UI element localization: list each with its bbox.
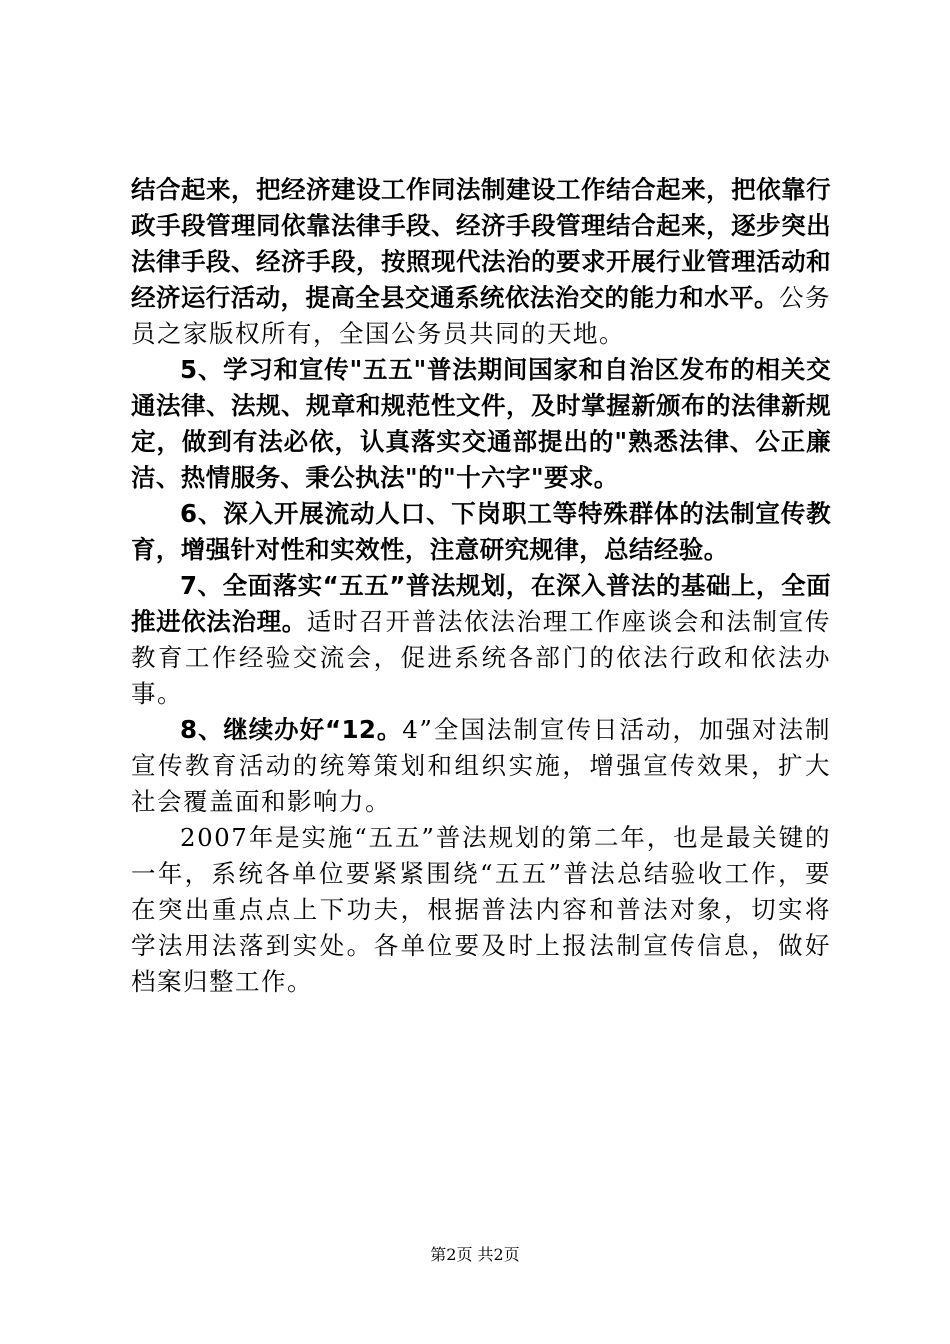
paragraph-1-regular-text: 公务员之家版权所有，全国公务员共同的天地。 bbox=[131, 283, 831, 348]
paragraph-4 bbox=[131, 568, 831, 712]
paragraph-4-bold-text: 7、全面落实“五五”普法规划，在深入普法的基础上，全面推进依法治理。 bbox=[131, 571, 831, 636]
paragraph-2-bold-text: 5、学习和宣传"五五"普法期间国家和自治区发布的相关交通法律、法规、规章和规范性文件，及时掌握新颁布的法律新规定，做到有法必依，认真落实交通部提出的"熟悉法律、公正廉洁、热情服务、秉公执法"的"十六字"要求。 bbox=[131, 355, 831, 492]
paragraph-3 bbox=[131, 496, 831, 568]
paragraph-5-regular-text: 4”全国法制宣传日活动，加强对法制宣传教育活动的统筹策划和组织实施，增强宣传效果，扩大社会覆盖面和影响力。 bbox=[131, 715, 831, 816]
paragraph-4-regular-text: 适时召开普法依法治理工作座谈会和法制宣传教育工作经验交流会，促进系统各部门的依法行政和依法办事。 bbox=[131, 607, 831, 708]
paragraph-3-bold-text: 6、深入开展流动人口、下岗职工等特殊群体的法制宣传教育，增强针对性和实效性，注意研究规律，总结经验。 bbox=[131, 499, 831, 564]
paragraph-5 bbox=[131, 712, 831, 820]
paragraph-1-bold-text: 结合起来，把经济建设工作同法制建设工作结合起来，把依靠行政手段管理同依靠法律手段、经济手段管理结合起来，逐步突出法律手段、经济手段，按照现代法治的要求开展行业管理活动和经济运行活动，提高全县交通系统依法治交的能力和水平。 bbox=[131, 175, 831, 312]
paragraph-1 bbox=[131, 172, 831, 352]
paragraph-5-bold-text: 8、继续办好“12。 bbox=[180, 715, 403, 744]
page-number-footer: 第2页 共2页 bbox=[430, 1245, 520, 1264]
paragraph-2 bbox=[131, 352, 831, 496]
paragraph-6-regular-text: 2007年是实施“五五”普法规划的第二年，也是最关键的一年，系统各单位要紧紧围绕“五五”普法总结验收工作，要在突出重点点上下功夫，根据普法内容和普法对象，切实将学法用法落到实处。各单位要及时上报法制宣传信息，做好档案归整工作。 bbox=[131, 823, 831, 996]
paragraph-6 bbox=[131, 820, 831, 1000]
document-body bbox=[131, 172, 831, 1000]
